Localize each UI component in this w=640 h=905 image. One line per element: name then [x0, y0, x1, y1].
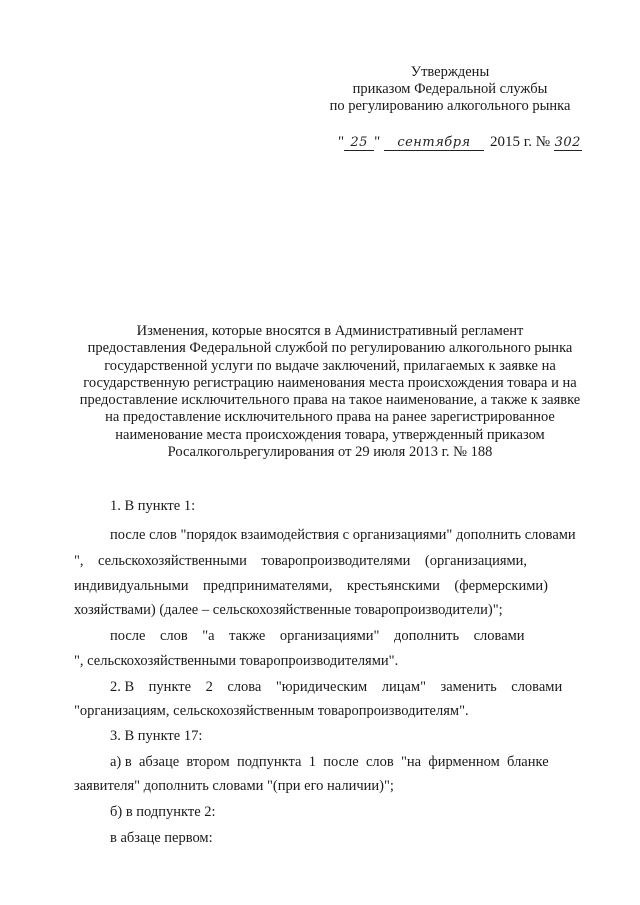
- order-number-field: [554, 135, 582, 151]
- heading-line: государственную регистрацию наименования места происхождения товара и на: [83, 374, 577, 391]
- body-line: заявителя" дополнить словами "(при его наличии)";: [74, 778, 394, 794]
- heading-line: Росалкогольрегулирования от 29 июля 2013 г. № 188: [167, 444, 493, 461]
- heading-line: Изменения, которые вносятся в Административный регламент: [136, 323, 524, 339]
- date-year-text: 2015 г. №: [490, 134, 551, 150]
- heading-line: предоставление исключительного права на такое наименование, а также к заявке: [79, 392, 581, 409]
- body-line: после слов "порядок взаимодействия с организациями" дополнить словами: [110, 527, 576, 543]
- body-line: 2. В пункте 2 слова "юридическим лицам" заменить словами: [110, 679, 563, 695]
- body-line: "организациям, сельскохозяйственным товаропроизводителям".: [74, 703, 469, 719]
- approval-block: [300, 64, 600, 115]
- heading-line: наименование места происхождения товара, утвержденный приказом: [115, 426, 545, 443]
- date-month-handwritten: сентября: [397, 135, 471, 150]
- body-line: б) в подпункте 2:: [110, 804, 216, 820]
- body-line: ", сельскохозяйственными товаропроизводителями".: [74, 653, 399, 669]
- date-close-quote: ": [374, 134, 381, 150]
- date-month-field: [384, 135, 484, 151]
- body-line: хозяйствами) (далее – сельскохозяйственные товаропроизводители)";: [74, 602, 503, 618]
- body-line: в абзаце первом:: [110, 830, 213, 846]
- body-line: ", сельскохозяйственными товаропроизводителями (организациями,: [74, 553, 528, 569]
- approval-line-3: по регулированию алкогольного рынка: [329, 98, 571, 114]
- heading-line: предоставления Федеральной службой по регулированию алкогольного рынка: [87, 340, 573, 357]
- date-day-handwritten: 25: [350, 135, 368, 150]
- order-number-handwritten: 302: [554, 135, 581, 150]
- date-open-quote: ": [338, 134, 345, 150]
- body-line: 1. В пункте 1:: [110, 498, 196, 514]
- body-line: после слов "а также организациями" дополнить словами: [110, 628, 525, 644]
- heading-line: на предоставление исключительного права на ранее зарегистрированное: [105, 409, 555, 426]
- document-heading: [60, 323, 600, 461]
- approval-line-1: Утверждены: [410, 64, 490, 80]
- body-line: индивидуальными предпринимателями, крестьянскими (фермерскими): [74, 578, 548, 594]
- approval-line-2: приказом Федеральной службы: [352, 81, 548, 97]
- date-day-field: [344, 135, 374, 151]
- order-date-line: [338, 134, 608, 151]
- body-line: а) в абзаце втором подпункта 1 после слов "на фирменном бланке: [110, 754, 549, 770]
- heading-line: государственной услуги по выдаче заключений, прилагаемых к заявке на: [104, 357, 556, 374]
- body-line: 3. В пункте 17:: [110, 728, 203, 744]
